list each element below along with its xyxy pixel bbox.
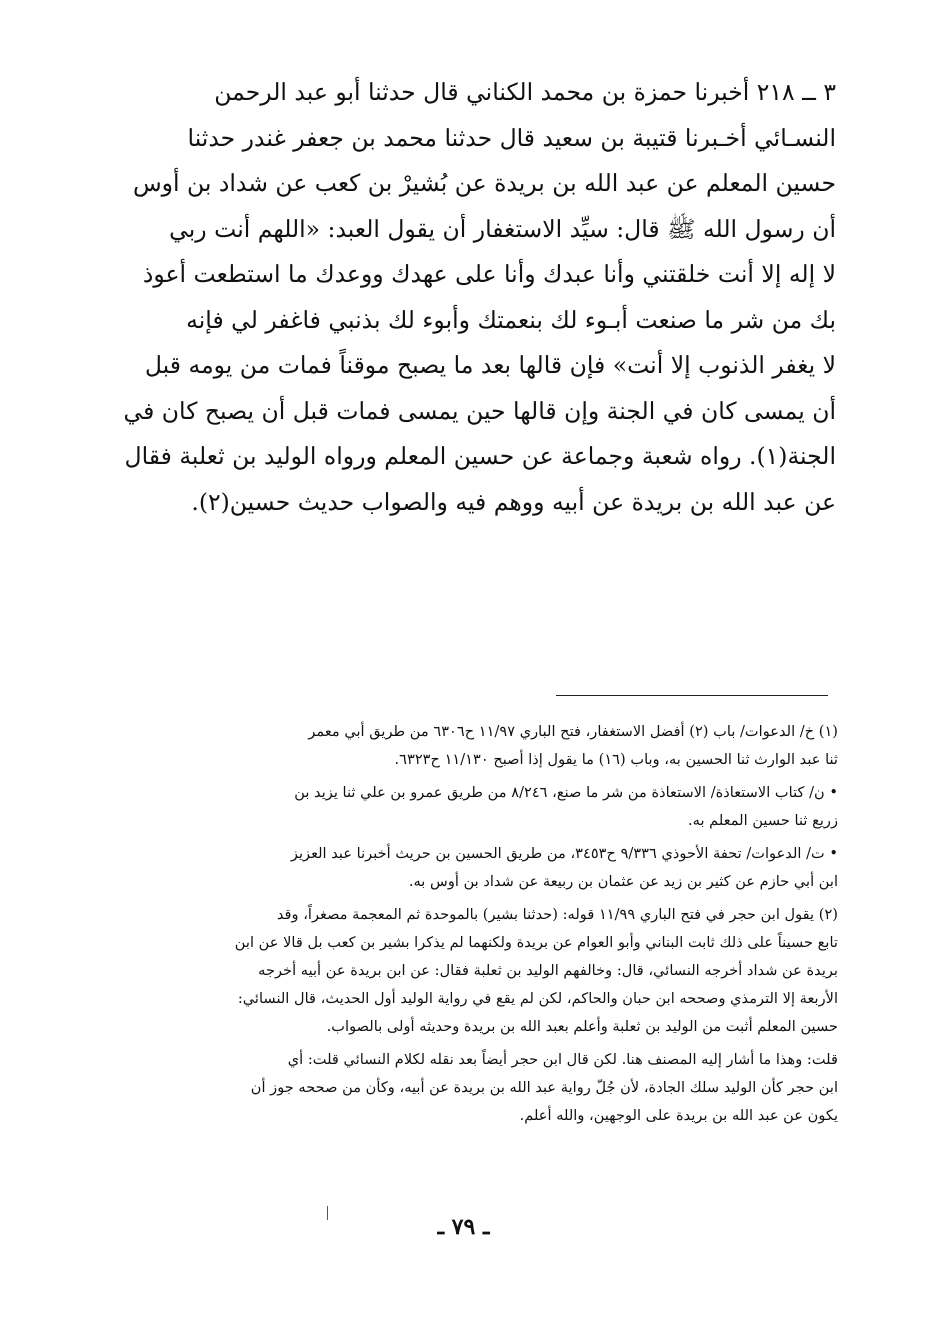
text-line: أن يمسى كان في الجنة وإن قالها حين يمسى فمات قبل أن يصبح كان في [123, 396, 836, 425]
footnote-1-tirmidhi [128, 840, 838, 896]
text-line: حسين المعلم عن عبد الله بن بريدة عن بُشيرْ بن كعب عن شداد بن أوس [132, 169, 836, 197]
footnote-separator [556, 695, 828, 696]
text-line: لا إله إلا أنت خلقتني وأنا عبدك وأنا على عهدك ووعدك ما استطعت أعوذ [142, 260, 836, 288]
text-line: لا يغفر الذنوب إلا أنت» فإن قالها بعد ما يصبح موقناً فمات من يومه قبل [144, 351, 836, 379]
hadith-text [123, 70, 836, 525]
footnote-line: بريدة عن شداد أخرجه النسائي، قال: وخالفهم الوليد بن ثعلبة فقال: عن ابن بريدة عن أبيه أخرجه [258, 962, 838, 979]
text-line: بك من شر ما صنعت أبـوء لك بنعمتك وأبوء لك بذنبي فاغفر لي فإنه [186, 305, 836, 334]
footnote-line: ثنا عبد الوارث ثنا الحسين به، وباب (١٦) ما يقول إذا أصبح ١١/١٣٠ ح٦٣٢٣. [394, 751, 838, 768]
text-line: النسـائي أخـبرنا قتيبة بن سعيد قال حدثنا محمد بن جعفر غندر حدثنا [187, 123, 836, 152]
footnote-line: ابن حجر كأن الوليد سلك الجادة، لأن جُلّ رواية عبد الله بن بريدة عن أبيه، وكأن من صححه جوز أن [250, 1079, 838, 1096]
text-line: عن عبد الله بن بريدة عن أبيه ووهم فيه والصواب حديث حسين(٢). [191, 487, 836, 516]
footnote-2 [128, 901, 838, 1041]
footnote-2-comment [128, 1046, 838, 1130]
footnotes [128, 718, 838, 1135]
footnote-line: زريع ثنا حسين المعلم به. [688, 812, 838, 829]
text-line: الجنة(١). رواه شعبة وجماعة عن حسين المعلم ورواه الوليد بن ثعلبة فقال [124, 442, 836, 470]
footnote-line: ابن أبي حازم عن كثير بن زيد عن عثمان بن ربيعة عن شداد بن أوس به. [408, 873, 838, 890]
text-line: ٣ ــ ٢١٨ أخبرنا حمزة بن محمد الكناني قال حدثنا أبو عبد الرحمن [214, 78, 836, 106]
footnote-line: حسين المعلم أثبت من الوليد بن ثعلبة وأعلم بعبد الله بن بريدة وحديثه أولى بالصواب. [326, 1018, 838, 1035]
page-number: ـ ٧٩ ـ [437, 1214, 490, 1240]
footnote-line: (٢) يقول ابن حجر في فتح الباري ١١/٩٩ قوله: (حدثنا بشير) بالموحدة ثم المعجمة مصغراً، وقد [276, 906, 838, 923]
footnote-1 [128, 718, 838, 774]
footnote-line: تابع حسيناً على ذلك ثابت البناني وأبو العوام عن بريدة ولكنهما لم يذكرا بشير بن كعب بل قالا عن ابن [234, 934, 838, 951]
footnote-1-nasai [128, 779, 838, 835]
footnote-line: (١) خ/ الدعوات/ باب (٢) أفضل الاستغفار، فتح الباري ١١/٩٧ ح٦٣٠٦ من طريق أبي معمر [308, 723, 838, 740]
footnote-line: قلت: وهذا ما أشار إليه المصنف هنا. لكن قال ابن حجر أيضاً بعد نقله لكلام النسائي قلت: أي [287, 1051, 838, 1068]
footnote-line: • ن/ كتاب الاستعاذة/ الاستعاذة من شر ما صنع، ٨/٢٤٦ من طريق عمرو بن علي ثنا يزيد بن [294, 784, 838, 801]
footnote-line: • ت/ الدعوات/ تحفة الأحوذي ٩/٣٣٦ ح٣٤٥٣، من طريق الحسين بن حريث أخبرنا عبد العزيز [290, 845, 838, 862]
text-line: أن رسول الله ﷺ قال: سيِّد الاستغفار أن يقول العبد: «اللهم أنت ربي [169, 214, 836, 243]
footnote-line: يكون عن عبد الله بن بريدة على الوجهين، والله أعلم. [519, 1107, 838, 1124]
footnote-line: الأربعة إلا الترمذي وصححه ابن حبان والحاكم، لكن لم يقع في رواية الوليد أول الحديث، قال النسائي: [237, 990, 838, 1007]
